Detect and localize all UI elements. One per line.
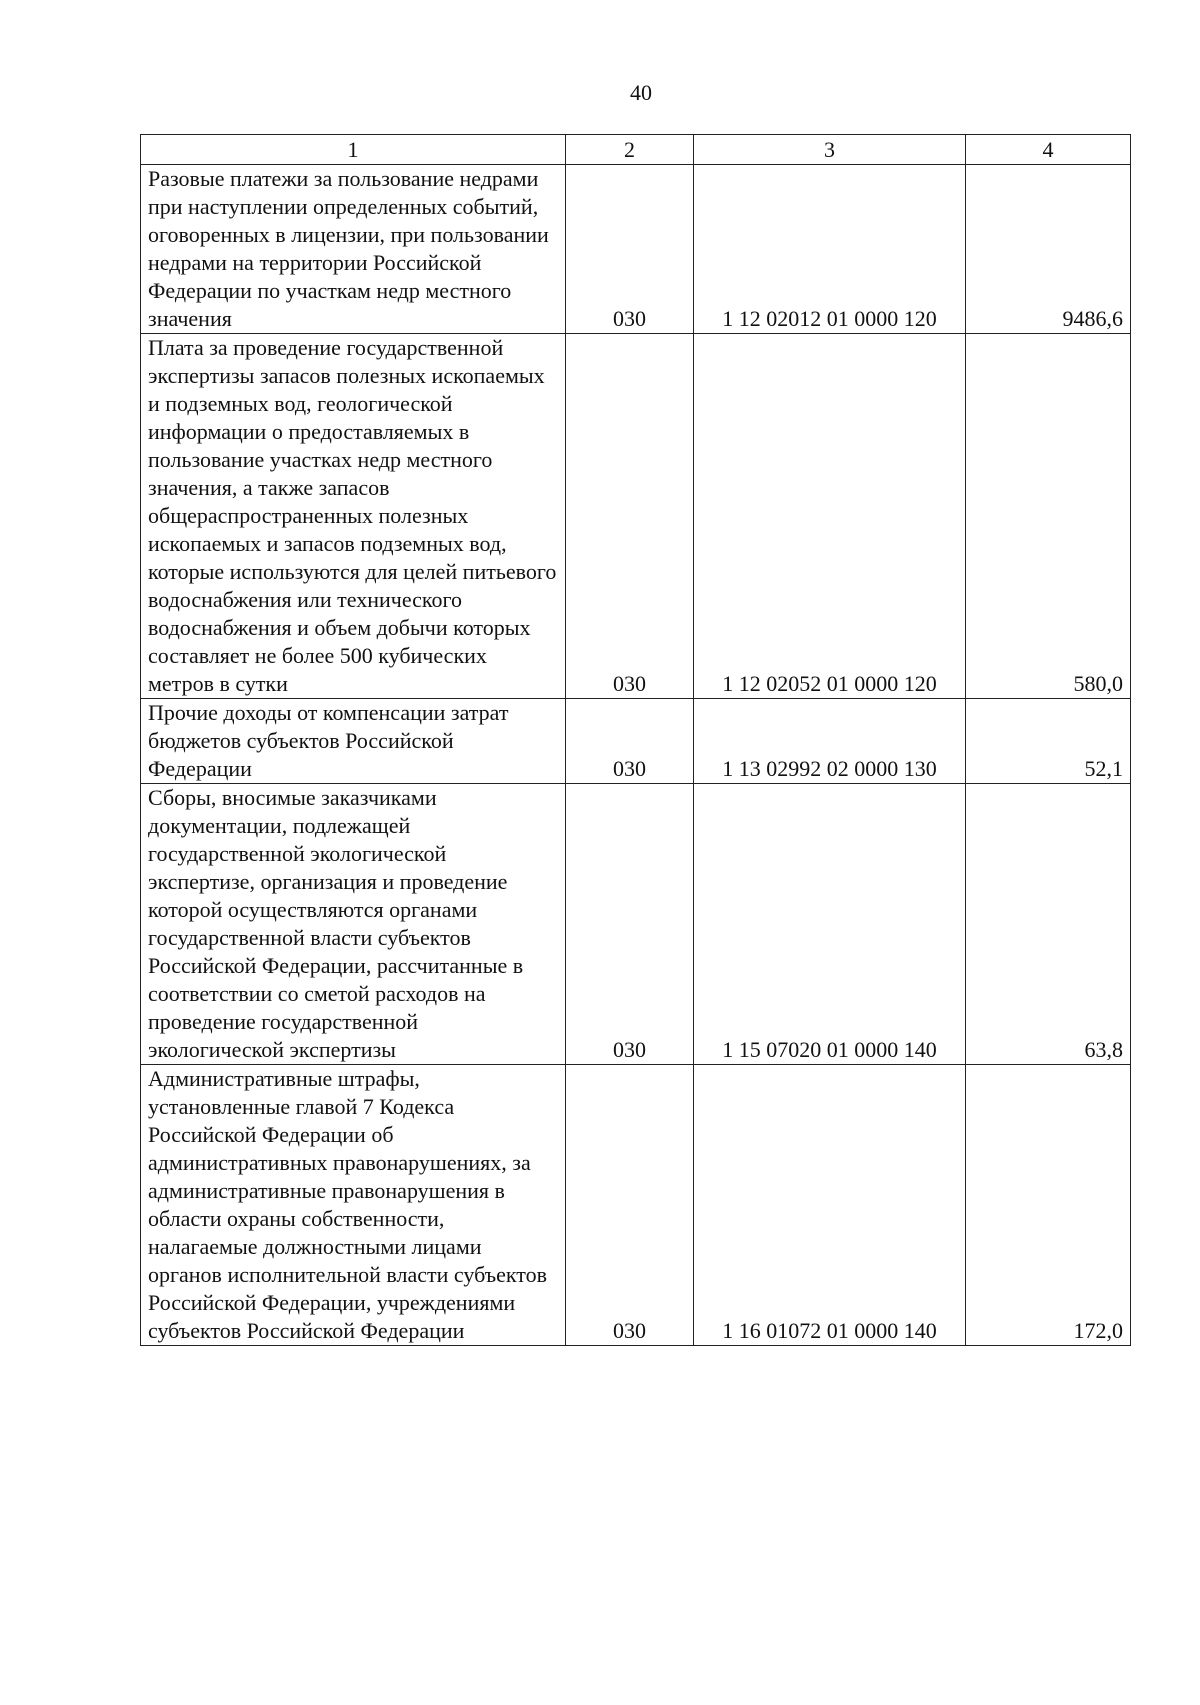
revenue-name-cell: Сборы, вносимые заказчиками документации, подлежащей государственной экологической экспертизе, организация и проведение которой осуществляются органами государственной власти субъектов Российской Федерации, рассчитанные в соответствии со сметой расходов на проведение государственной экологической экспертизы bbox=[141, 784, 566, 1065]
column-header: 2 bbox=[566, 135, 694, 165]
admin-code-cell: 030 bbox=[566, 784, 694, 1065]
revenue-name-cell: Прочие доходы от компенсации затрат бюджетов субъектов Российской Федерации bbox=[141, 699, 566, 784]
revenue-name-cell: Административные штрафы, установленные главой 7 Кодекса Российской Федерации об административных правонарушениях, за административные правонарушения в области охраны собственности, налагаемые должностными лицами органов исполнительной власти субъектов Российской Федерации, учреждениями субъектов Российской Федерации bbox=[141, 1065, 566, 1346]
table-header-row bbox=[141, 135, 1131, 165]
admin-code-cell: 030 bbox=[566, 699, 694, 784]
amount-cell: 63,8 bbox=[966, 784, 1131, 1065]
revenue-name-cell: Разовые платежи за пользование недрами при наступлении определенных событий, оговоренных в лицензии, при пользовании недрами на территории Российской Федерации по участкам недр местного значения bbox=[141, 165, 566, 334]
amount-cell: 52,1 bbox=[966, 699, 1131, 784]
table-row bbox=[141, 1065, 1131, 1346]
budget-code-cell: 1 15 07020 01 0000 140 bbox=[694, 784, 966, 1065]
amount-cell: 172,0 bbox=[966, 1065, 1131, 1346]
amount-cell: 580,0 bbox=[966, 334, 1131, 699]
amount-cell: 9486,6 bbox=[966, 165, 1131, 334]
admin-code-cell: 030 bbox=[566, 165, 694, 334]
admin-code-cell: 030 bbox=[566, 1065, 694, 1346]
budget-code-cell: 1 16 01072 01 0000 140 bbox=[694, 1065, 966, 1346]
budget-code-cell: 1 13 02992 02 0000 130 bbox=[694, 699, 966, 784]
table-row bbox=[141, 165, 1131, 334]
column-header: 4 bbox=[966, 135, 1131, 165]
column-header: 3 bbox=[694, 135, 966, 165]
table-row bbox=[141, 699, 1131, 784]
admin-code-cell: 030 bbox=[566, 334, 694, 699]
revenue-name-cell: Плата за проведение государственной экспертизы запасов полезных ископаемых и подземных вод, геологической информации о предоставляемых в пользование участках недр местного значения, а также запасов общераспространенных полезных ископаемых и запасов подземных вод, которые используются для целей питьевого водоснабжения или технического водоснабжения и объем добычи которых составляет не более 500 кубических метров в сутки bbox=[141, 334, 566, 699]
page-number: 40 bbox=[630, 80, 652, 105]
budget-code-cell: 1 12 02012 01 0000 120 bbox=[694, 165, 966, 334]
table-row bbox=[141, 784, 1131, 1065]
table-row bbox=[141, 334, 1131, 699]
revenue-table bbox=[140, 134, 1131, 1346]
column-header: 1 bbox=[141, 135, 566, 165]
budget-code-cell: 1 12 02052 01 0000 120 bbox=[694, 334, 966, 699]
